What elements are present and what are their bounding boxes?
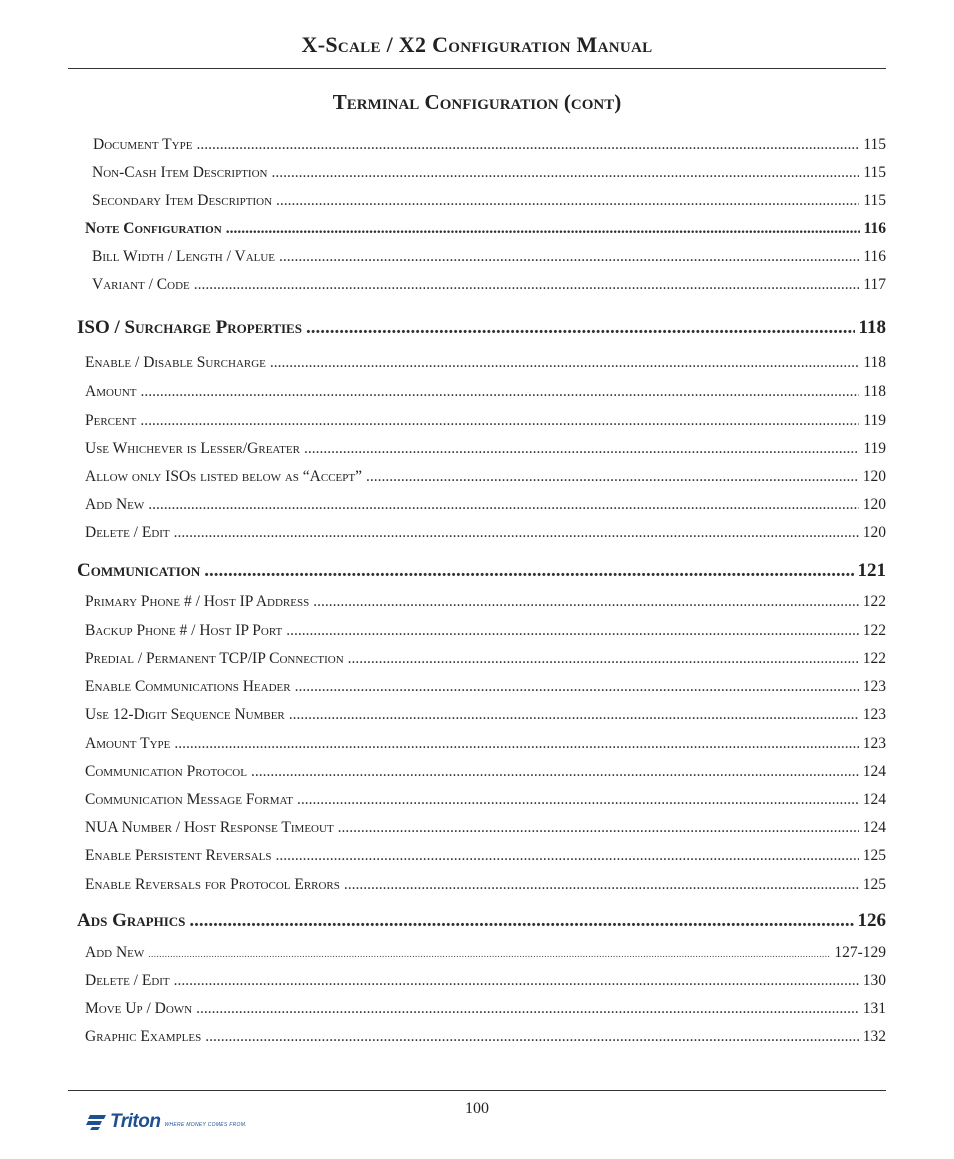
toc-entry[interactable] [85, 524, 886, 542]
toc-entry[interactable] [85, 847, 886, 865]
toc-entry-label: Enable Communications Header [85, 678, 291, 695]
toc-leader [148, 496, 858, 514]
toc-leader [196, 136, 859, 154]
toc-entry-label: Move Up / Down [85, 1000, 193, 1017]
toc-entry-label: Amount [85, 383, 137, 400]
toc-entry-label: Communication Message Format [85, 791, 293, 808]
header-rule [68, 68, 886, 69]
toc-entry-page: 131 [862, 1000, 886, 1017]
toc-entry[interactable] [85, 678, 886, 696]
toc-leader [204, 560, 853, 582]
toc-entry[interactable] [85, 650, 886, 668]
toc-leader [289, 706, 859, 724]
toc-entry-page: 132 [862, 1028, 886, 1045]
toc-heading-label: Communication [77, 560, 201, 581]
toc-entry-label: Graphic Examples [85, 1028, 202, 1045]
toc-entry-page: 122 [862, 650, 886, 667]
toc-entry-label: Delete / Edit [85, 524, 170, 541]
page-number: 100 [465, 1100, 489, 1117]
toc-leader [194, 276, 860, 294]
triton-logo-icon [86, 1113, 108, 1131]
toc-entry-label: Primary Phone # / Host IP Address [85, 593, 310, 610]
toc-entry[interactable] [85, 944, 886, 962]
toc-entry-page: 115 [863, 164, 886, 181]
toc-leader [141, 383, 860, 401]
toc-leader [366, 468, 859, 486]
toc-entry-page: 123 [862, 678, 886, 695]
toc-leader [295, 678, 859, 696]
toc-leader [338, 819, 859, 837]
toc-entry-page: 127-129 [834, 944, 886, 961]
toc-leader [174, 735, 858, 753]
toc-entry-label: Variant / Code [92, 276, 190, 293]
toc-leader [276, 192, 859, 210]
toc-entry[interactable] [85, 383, 886, 401]
toc-entry[interactable] [93, 136, 886, 154]
toc-entry[interactable] [85, 468, 886, 486]
toc-entry[interactable] [85, 496, 886, 514]
toc-entry-label: Document Type [93, 136, 193, 153]
toc-leader [251, 763, 859, 781]
manual-title: X-Scale / X2 Configuration Manual [301, 32, 653, 57]
toc-entry-label: Communication Protocol [85, 763, 247, 780]
toc-entry[interactable] [85, 763, 886, 781]
toc-entry[interactable] [85, 972, 886, 990]
toc-entry[interactable] [85, 412, 886, 430]
toc-entry-page: 120 [862, 524, 886, 541]
toc-entry-page: 125 [862, 847, 886, 864]
toc-leader [174, 524, 859, 542]
toc-entry[interactable] [85, 1028, 886, 1046]
toc-entry-label: Enable Persistent Reversals [85, 847, 272, 864]
toc-entry-page: 119 [863, 440, 886, 457]
toc-leader [297, 791, 859, 809]
toc-entry-page: 120 [862, 468, 886, 485]
toc-heading-page: 121 [857, 560, 886, 581]
toc-leader [276, 847, 859, 865]
toc-entry[interactable] [85, 593, 886, 611]
toc-entry-label: Bill Width / Length / Value [92, 248, 276, 265]
toc-entry-label: Percent [85, 412, 137, 429]
toc-entry-page: 116 [863, 220, 886, 237]
toc-heading[interactable] [77, 560, 886, 582]
toc-heading-label: ISO / Surcharge Properties [77, 317, 302, 338]
toc-entry-page: 118 [863, 383, 886, 400]
toc-entry-page: 115 [863, 192, 886, 209]
toc-entry[interactable] [85, 791, 886, 809]
toc-entry-page: 115 [863, 136, 886, 153]
toc-entry-page: 124 [862, 819, 886, 836]
toc-entry-label: Enable Reversals for Protocol Errors [85, 876, 340, 893]
toc-entry-page: 122 [862, 622, 886, 639]
toc-leader [313, 593, 859, 611]
toc-entry-label: Predial / Permanent TCP/IP Connection [85, 650, 344, 667]
toc-leader [304, 440, 859, 458]
toc-entry-label: Enable / Disable Surcharge [85, 354, 266, 371]
toc-entry[interactable] [85, 876, 886, 894]
toc-entry-label: Non-Cash Item Description [92, 164, 268, 181]
toc-entry-page: 118 [863, 354, 886, 371]
toc-entry-page: 117 [863, 276, 886, 293]
toc-leader [279, 248, 859, 266]
toc-entry-label: Allow only ISOs listed below as “Accept” [85, 468, 362, 485]
toc-entry-page: 119 [863, 412, 886, 429]
toc-entry-page: 116 [863, 248, 886, 265]
toc-entry-label: Use Whichever is Lesser/Greater [85, 440, 300, 457]
toc-entry[interactable] [85, 220, 886, 238]
toc-entry[interactable] [85, 1000, 886, 1018]
toc-heading-page: 118 [858, 317, 886, 338]
toc-entry-page: 124 [862, 791, 886, 808]
section-title: Terminal Configuration (cont) [332, 90, 622, 114]
toc-entry[interactable] [92, 276, 886, 294]
toc-heading[interactable] [77, 317, 886, 339]
logo-tagline: WHERE MONEY COMES FROM. [164, 1122, 247, 1128]
toc-entry-page: 130 [862, 972, 886, 989]
toc-entry[interactable] [92, 192, 886, 210]
toc-leader [140, 412, 859, 430]
toc-entry[interactable] [85, 440, 886, 458]
toc-leader [148, 949, 830, 959]
toc-leader [196, 1000, 859, 1018]
logo-wordmark: Triton [110, 1111, 161, 1132]
footer-rule [68, 1090, 886, 1091]
toc-entry-label: Backup Phone # / Host IP Port [85, 622, 283, 639]
toc-leader [189, 910, 853, 932]
toc-heading-page: 126 [857, 910, 886, 931]
toc-entry[interactable] [85, 706, 886, 724]
toc-entry[interactable] [85, 735, 886, 753]
toc-heading-label: Ads Graphics [77, 910, 186, 931]
toc-entry-label: Add New [85, 944, 145, 961]
toc-leader [306, 317, 855, 339]
toc-leader [226, 220, 860, 238]
toc-entry[interactable] [85, 622, 886, 640]
toc-entry-label: Note Configuration [85, 220, 222, 237]
toc-leader [344, 876, 859, 894]
toc-entry-label: Secondary Item Description [92, 192, 273, 209]
toc-entry-label: Amount Type [85, 735, 171, 752]
toc-leader [348, 650, 859, 668]
toc-leader [286, 622, 859, 640]
triton-logo [86, 1113, 247, 1131]
toc-entry[interactable] [92, 164, 886, 182]
toc-entry[interactable] [92, 248, 886, 266]
toc-entry-page: 125 [862, 876, 886, 893]
toc-entry-page: 124 [862, 763, 886, 780]
toc-entry[interactable] [85, 354, 886, 372]
toc-entry-label: NUA Number / Host Response Timeout [85, 819, 334, 836]
toc-leader [174, 972, 859, 990]
toc-entry-label: Delete / Edit [85, 972, 170, 989]
toc-entry-page: 120 [862, 496, 886, 513]
toc-leader [270, 354, 859, 372]
toc-entry-label: Use 12-Digit Sequence Number [85, 706, 285, 723]
toc-entry-label: Add New [85, 496, 145, 513]
toc-entry-page: 123 [862, 735, 886, 752]
toc-entry-page: 123 [862, 706, 886, 723]
toc-leader [271, 164, 859, 182]
toc-entry[interactable] [85, 819, 886, 837]
toc-leader [205, 1028, 859, 1046]
toc-entry-page: 122 [862, 593, 886, 610]
toc-heading[interactable] [77, 910, 886, 932]
